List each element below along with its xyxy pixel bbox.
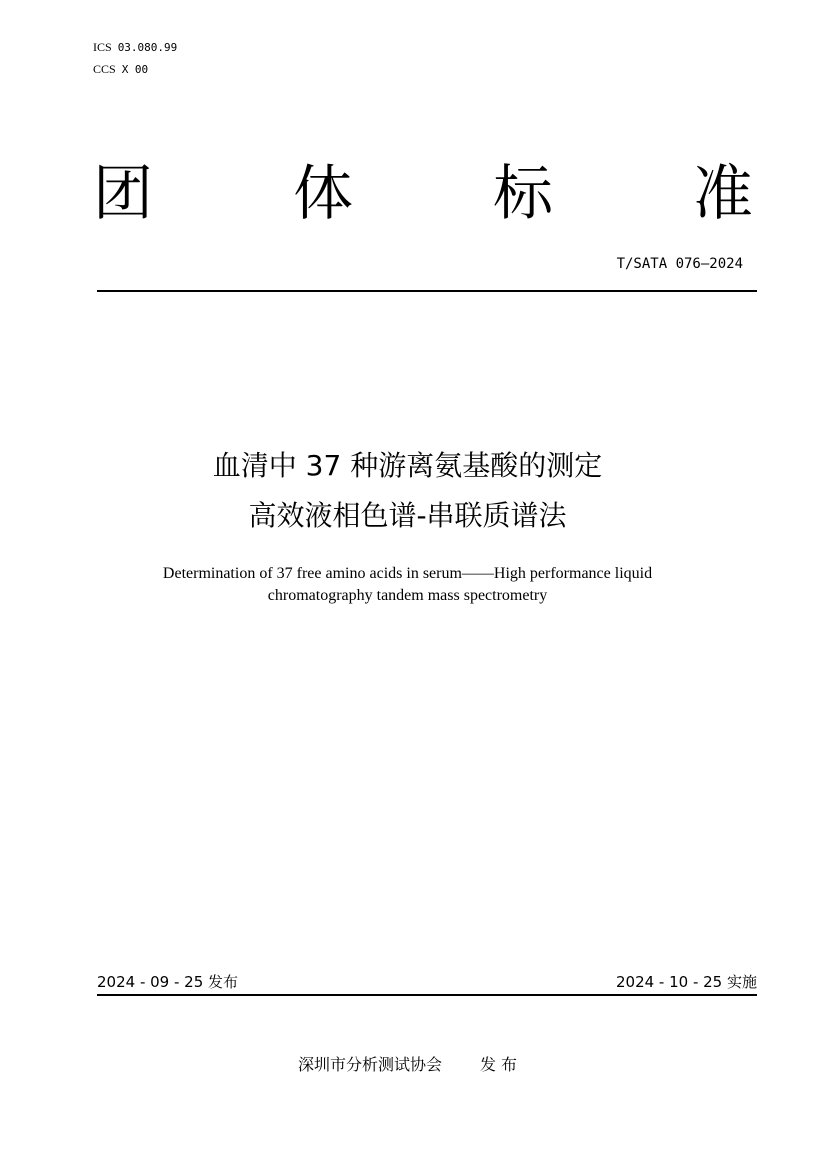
ccs-row xyxy=(93,62,177,84)
english-title-line-1: Determination of 37 free amino acids in serum——High performance liquid xyxy=(162,565,653,582)
ics-code: 03.080.99 xyxy=(117,41,178,54)
doc-type-char-3: 标 xyxy=(493,159,553,229)
english-title xyxy=(0,563,815,607)
top-divider xyxy=(97,290,757,292)
publisher-org: 深圳市分析测试协会 xyxy=(297,1055,442,1074)
doc-type-char-1: 团 xyxy=(93,159,153,229)
classification-codes xyxy=(93,40,177,84)
chinese-title-line-2: 高效液相色谱-串联质谱法 xyxy=(248,499,567,532)
ics-row xyxy=(93,40,177,62)
ics-label: ICS xyxy=(93,40,112,54)
doc-type-char-2: 体 xyxy=(293,159,353,229)
ccs-label: CCS xyxy=(93,62,116,76)
document-type-title xyxy=(93,158,753,230)
implement-date: 2024 - 10 - 25 实施 xyxy=(615,973,757,991)
publisher-action: 发 布 xyxy=(479,1055,518,1074)
bottom-divider xyxy=(97,994,757,996)
standard-number: T/SATA 076—2024 xyxy=(616,256,743,272)
date-row xyxy=(97,972,757,992)
publisher-line xyxy=(0,1054,815,1076)
english-title-line-2: chromatography tandem mass spectrometry xyxy=(267,587,548,604)
doc-type-char-4: 准 xyxy=(693,159,753,229)
ccs-code: X 00 xyxy=(121,63,149,76)
chinese-title-line-1: 血清中 37 种游离氨基酸的测定 xyxy=(212,449,603,482)
publish-date: 2024 - 09 - 25 发布 xyxy=(97,973,239,991)
